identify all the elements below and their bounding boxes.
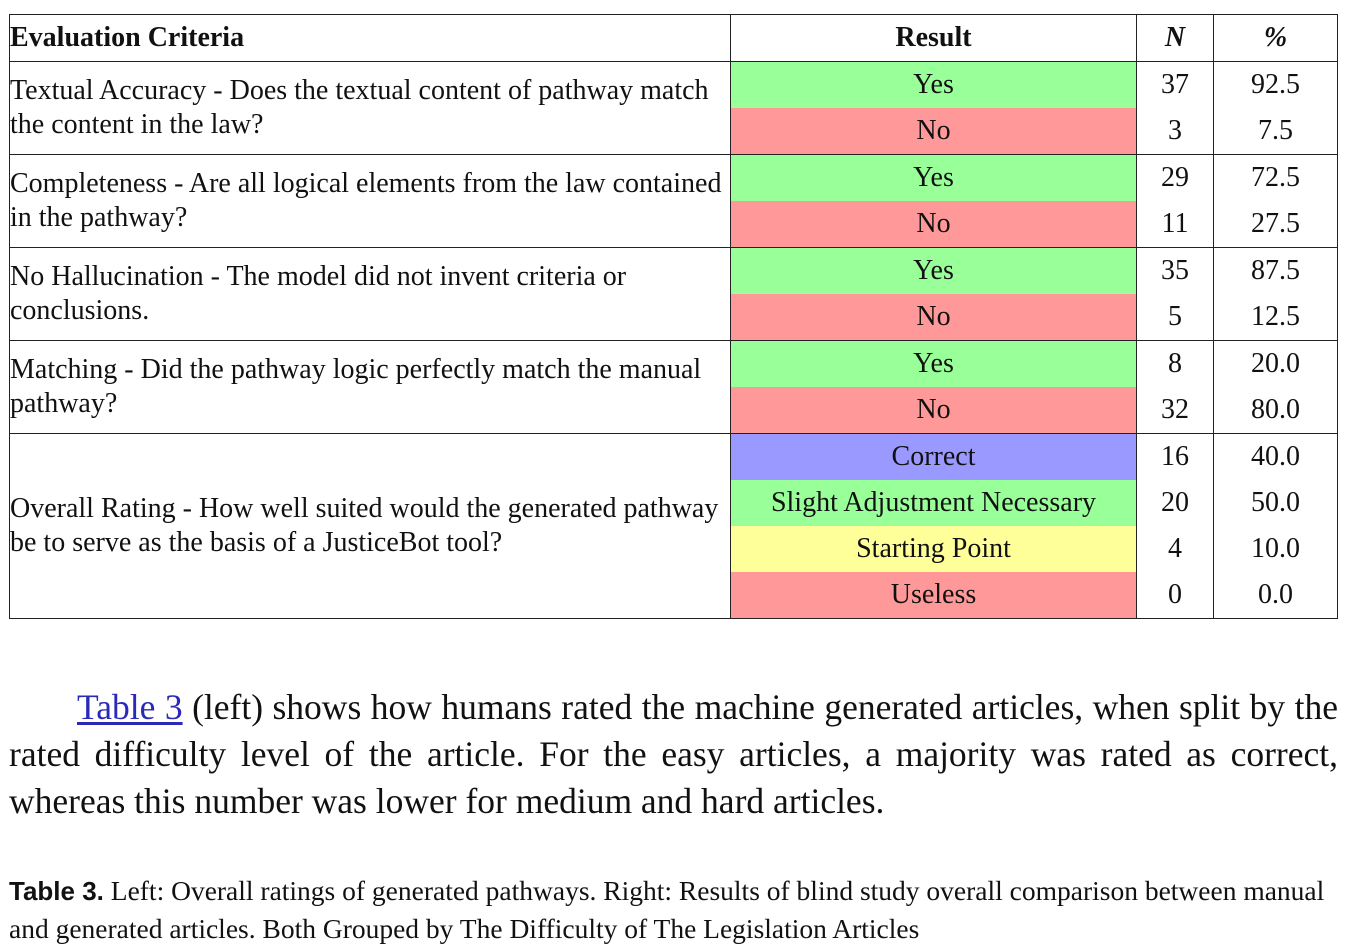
body-paragraph-text: (left) shows how humans rated the machine generated articles, when split by the rated difficulty level of the article. For the easy articles, a majority was rated as correct, whereas this number was lower for medium and hard articles. xyxy=(9,687,1338,821)
header-result: Result xyxy=(731,15,1137,62)
n-cell: 29 xyxy=(1137,155,1214,202)
result-cell: No xyxy=(731,387,1137,434)
result-cell: No xyxy=(731,201,1137,248)
percent-cell: 87.5 xyxy=(1214,248,1338,295)
caption-text: Left: Overall ratings of generated pathways. Right: Results of blind study overall comparison between manual and generated articles. Both Grouped by The Difficulty of The Legislation Articles xyxy=(9,875,1325,944)
percent-cell: 20.0 xyxy=(1214,341,1338,388)
evaluation-table xyxy=(9,14,1338,619)
criteria-cell: Textual Accuracy - Does the textual content of pathway match the content in the law? xyxy=(10,62,731,155)
result-cell: Yes xyxy=(731,155,1137,202)
n-cell: 35 xyxy=(1137,248,1214,295)
result-cell: No xyxy=(731,108,1137,155)
group-textual-accuracy xyxy=(10,62,1338,155)
percent-cell: 0.0 xyxy=(1214,572,1338,619)
n-cell: 4 xyxy=(1137,526,1214,572)
table-row xyxy=(10,62,1338,109)
group-no-hallucination xyxy=(10,248,1338,341)
percent-cell: 50.0 xyxy=(1214,480,1338,526)
result-cell: Useless xyxy=(731,572,1137,619)
result-cell: Yes xyxy=(731,248,1137,295)
n-cell: 37 xyxy=(1137,62,1214,109)
header-n: N xyxy=(1137,15,1214,62)
header-percent: % xyxy=(1214,15,1338,62)
group-matching xyxy=(10,341,1338,434)
n-cell: 11 xyxy=(1137,201,1214,248)
result-cell: Yes xyxy=(731,62,1137,109)
percent-cell: 10.0 xyxy=(1214,526,1338,572)
table-row xyxy=(10,155,1338,202)
header-evaluation-criteria: Evaluation Criteria xyxy=(10,15,731,62)
criteria-cell: No Hallucination - The model did not invent criteria or conclusions. xyxy=(10,248,731,341)
n-cell: 16 xyxy=(1137,434,1214,481)
result-cell: Yes xyxy=(731,341,1137,388)
table-caption xyxy=(9,872,1338,948)
percent-cell: 80.0 xyxy=(1214,387,1338,434)
result-cell: Starting Point xyxy=(731,526,1137,572)
n-cell: 20 xyxy=(1137,480,1214,526)
n-cell: 5 xyxy=(1137,294,1214,341)
result-cell: Correct xyxy=(731,434,1137,481)
percent-cell: 12.5 xyxy=(1214,294,1338,341)
percent-cell: 72.5 xyxy=(1214,155,1338,202)
table-row xyxy=(10,434,1338,481)
table-3-reference-link[interactable]: Table 3 xyxy=(77,687,183,727)
percent-cell: 7.5 xyxy=(1214,108,1338,155)
body-paragraph xyxy=(9,684,1338,825)
result-cell: No xyxy=(731,294,1137,341)
percent-cell: 40.0 xyxy=(1214,434,1338,481)
result-cell: Slight Adjustment Necessary xyxy=(731,480,1137,526)
table-row xyxy=(10,248,1338,295)
percent-cell: 92.5 xyxy=(1214,62,1338,109)
criteria-cell: Completeness - Are all logical elements from the law contained in the pathway? xyxy=(10,155,731,248)
group-overall-rating xyxy=(10,434,1338,619)
percent-cell: 27.5 xyxy=(1214,201,1338,248)
caption-label: Table 3. xyxy=(9,876,104,906)
table-header-row xyxy=(10,15,1338,62)
n-cell: 8 xyxy=(1137,341,1214,388)
criteria-cell: Matching - Did the pathway logic perfectly match the manual pathway? xyxy=(10,341,731,434)
table-row xyxy=(10,341,1338,388)
n-cell: 32 xyxy=(1137,387,1214,434)
n-cell: 0 xyxy=(1137,572,1214,619)
group-completeness xyxy=(10,155,1338,248)
n-cell: 3 xyxy=(1137,108,1214,155)
criteria-cell: Overall Rating - How well suited would the generated pathway be to serve as the basis of a JusticeBot tool? xyxy=(10,434,731,619)
